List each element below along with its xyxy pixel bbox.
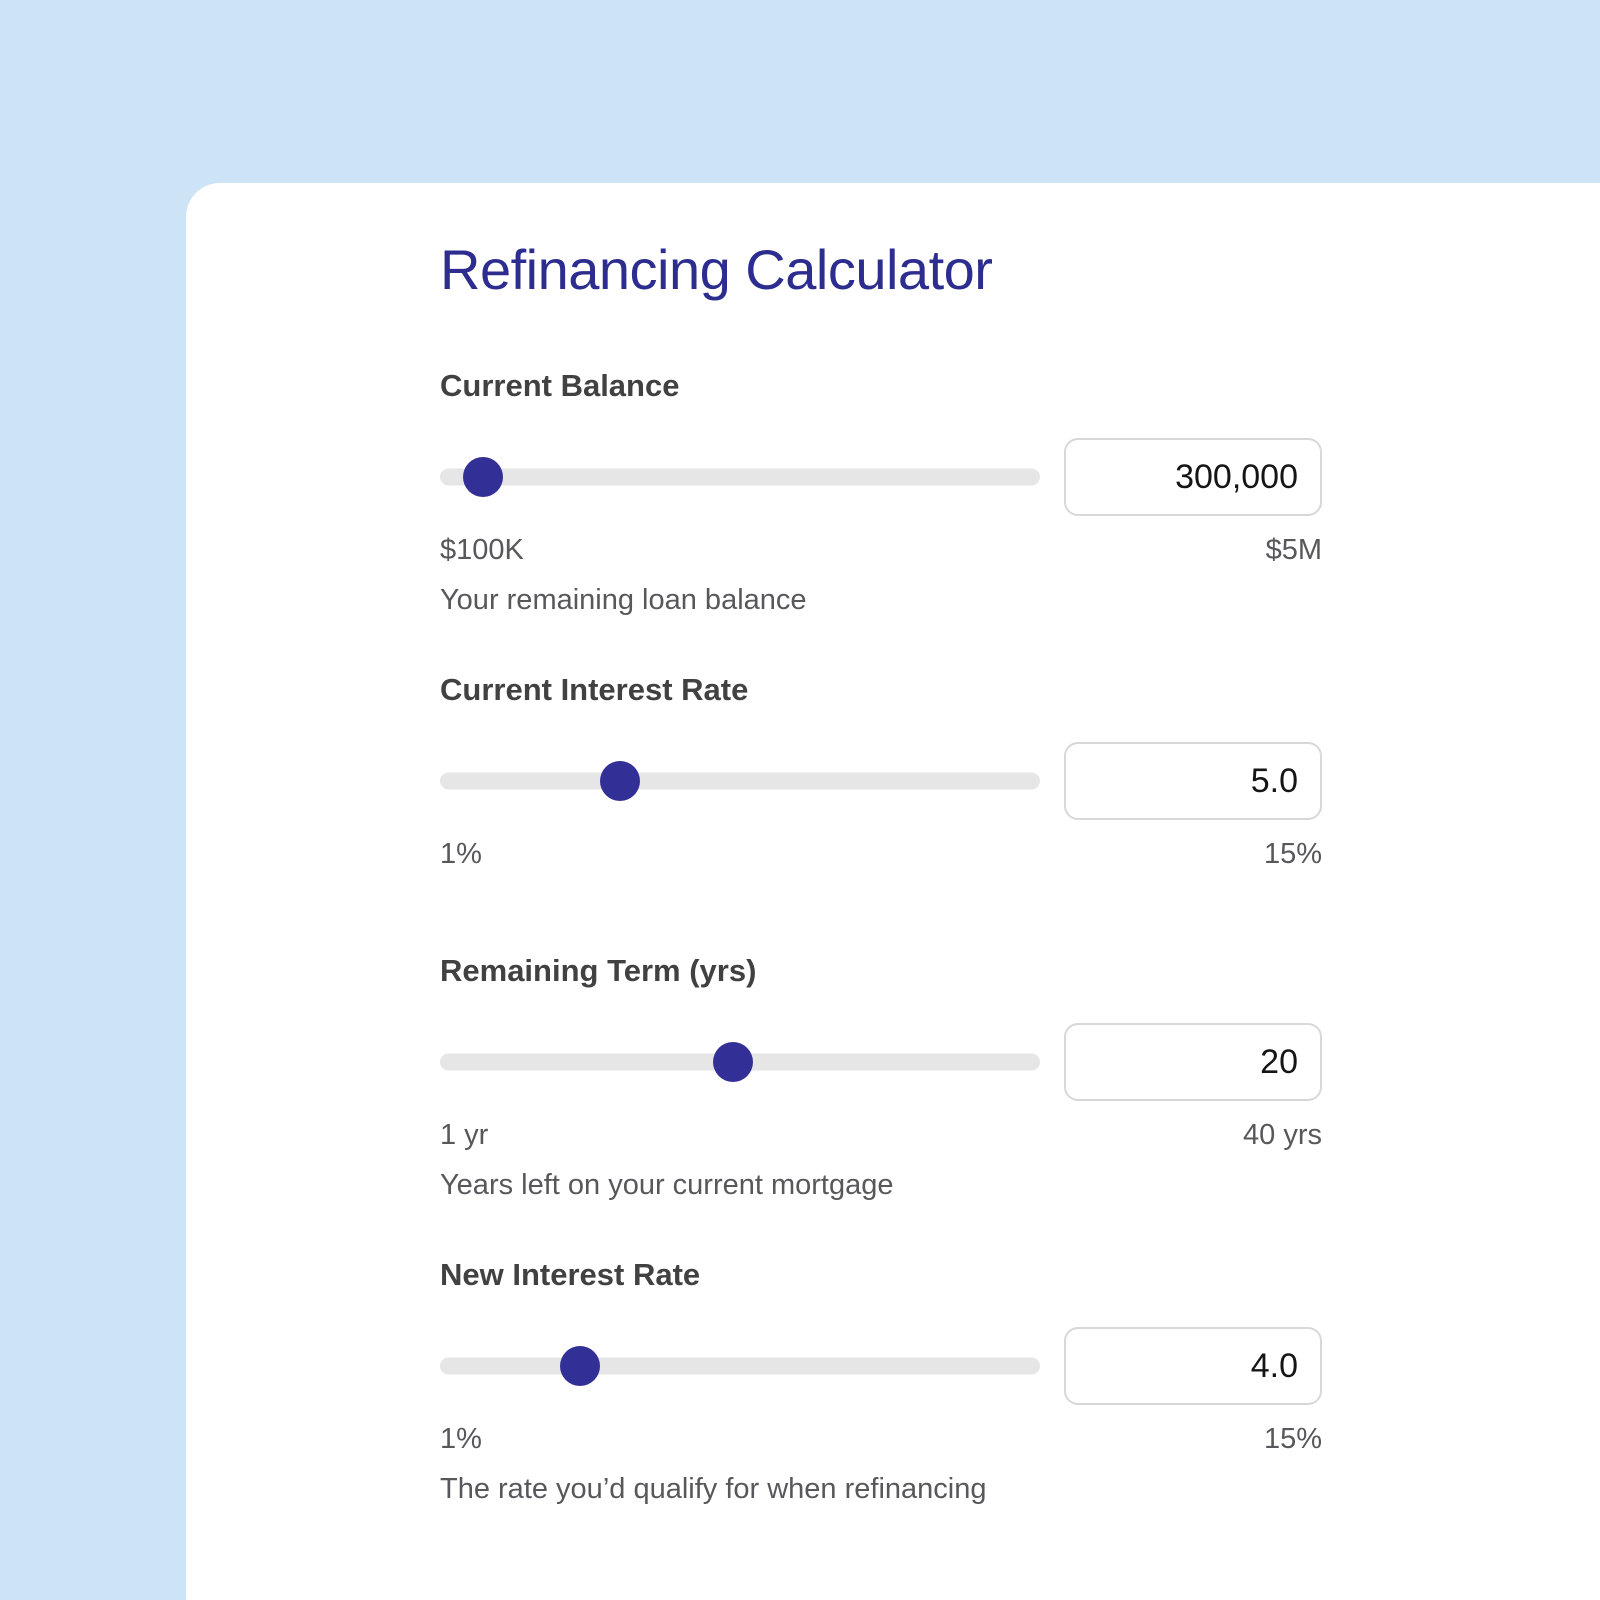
new-interest-rate-description: The rate you’d qualify for when refinancing (440, 1473, 987, 1505)
slider-thumb[interactable] (560, 1346, 600, 1386)
calculator-content (186, 183, 1322, 1507)
new-interest-rate-slider[interactable] (440, 1327, 1040, 1405)
field-group-current-balance (440, 366, 1322, 618)
field-group-new-interest-rate (440, 1255, 1322, 1507)
current-balance-range-labels (440, 532, 1322, 568)
new-interest-rate-row (440, 1327, 1322, 1405)
slider-max-label: 40 yrs (1243, 1119, 1322, 1151)
field-group-current-interest-rate (440, 670, 1322, 872)
remaining-term-input[interactable] (1064, 1023, 1322, 1101)
current-interest-rate-row (440, 742, 1322, 820)
slider-max-label: $5M (1265, 534, 1322, 566)
current-balance-slider[interactable] (440, 438, 1040, 516)
current-interest-rate-input[interactable] (1064, 742, 1322, 820)
new-interest-rate-label: New Interest Rate (440, 1257, 701, 1292)
remaining-term-description: Years left on your current mortgage (440, 1169, 894, 1201)
current-balance-input[interactable] (1064, 438, 1322, 516)
slider-track[interactable] (440, 469, 1040, 486)
new-interest-rate-range-labels (440, 1421, 1322, 1457)
slider-min-label: $100K (440, 534, 524, 566)
slider-thumb[interactable] (713, 1042, 753, 1082)
field-group-remaining-term (440, 951, 1322, 1203)
slider-thumb[interactable] (600, 761, 640, 801)
remaining-term-row (440, 1023, 1322, 1101)
current-balance-row (440, 438, 1322, 516)
slider-max-label: 15% (1263, 1423, 1322, 1455)
current-interest-rate-slider[interactable] (440, 742, 1040, 820)
slider-min-label: 1% (440, 838, 482, 870)
remaining-term-slider[interactable] (440, 1023, 1040, 1101)
page-title: Refinancing Calculator (440, 238, 993, 301)
slider-max-label: 15% (1263, 838, 1322, 870)
slider-track[interactable] (440, 773, 1040, 790)
slider-track[interactable] (440, 1358, 1040, 1375)
current-interest-rate-label: Current Interest Rate (440, 672, 749, 707)
current-balance-description: Your remaining loan balance (440, 584, 807, 616)
new-interest-rate-input[interactable] (1064, 1327, 1322, 1405)
slider-min-label: 1% (440, 1423, 482, 1455)
slider-thumb[interactable] (463, 457, 503, 497)
current-interest-rate-range-labels (440, 836, 1322, 872)
remaining-term-label: Remaining Term (yrs) (440, 953, 757, 988)
calculator-card (186, 183, 1600, 1600)
remaining-term-range-labels (440, 1117, 1322, 1153)
slider-min-label: 1 yr (440, 1119, 489, 1151)
current-balance-label: Current Balance (440, 368, 680, 403)
